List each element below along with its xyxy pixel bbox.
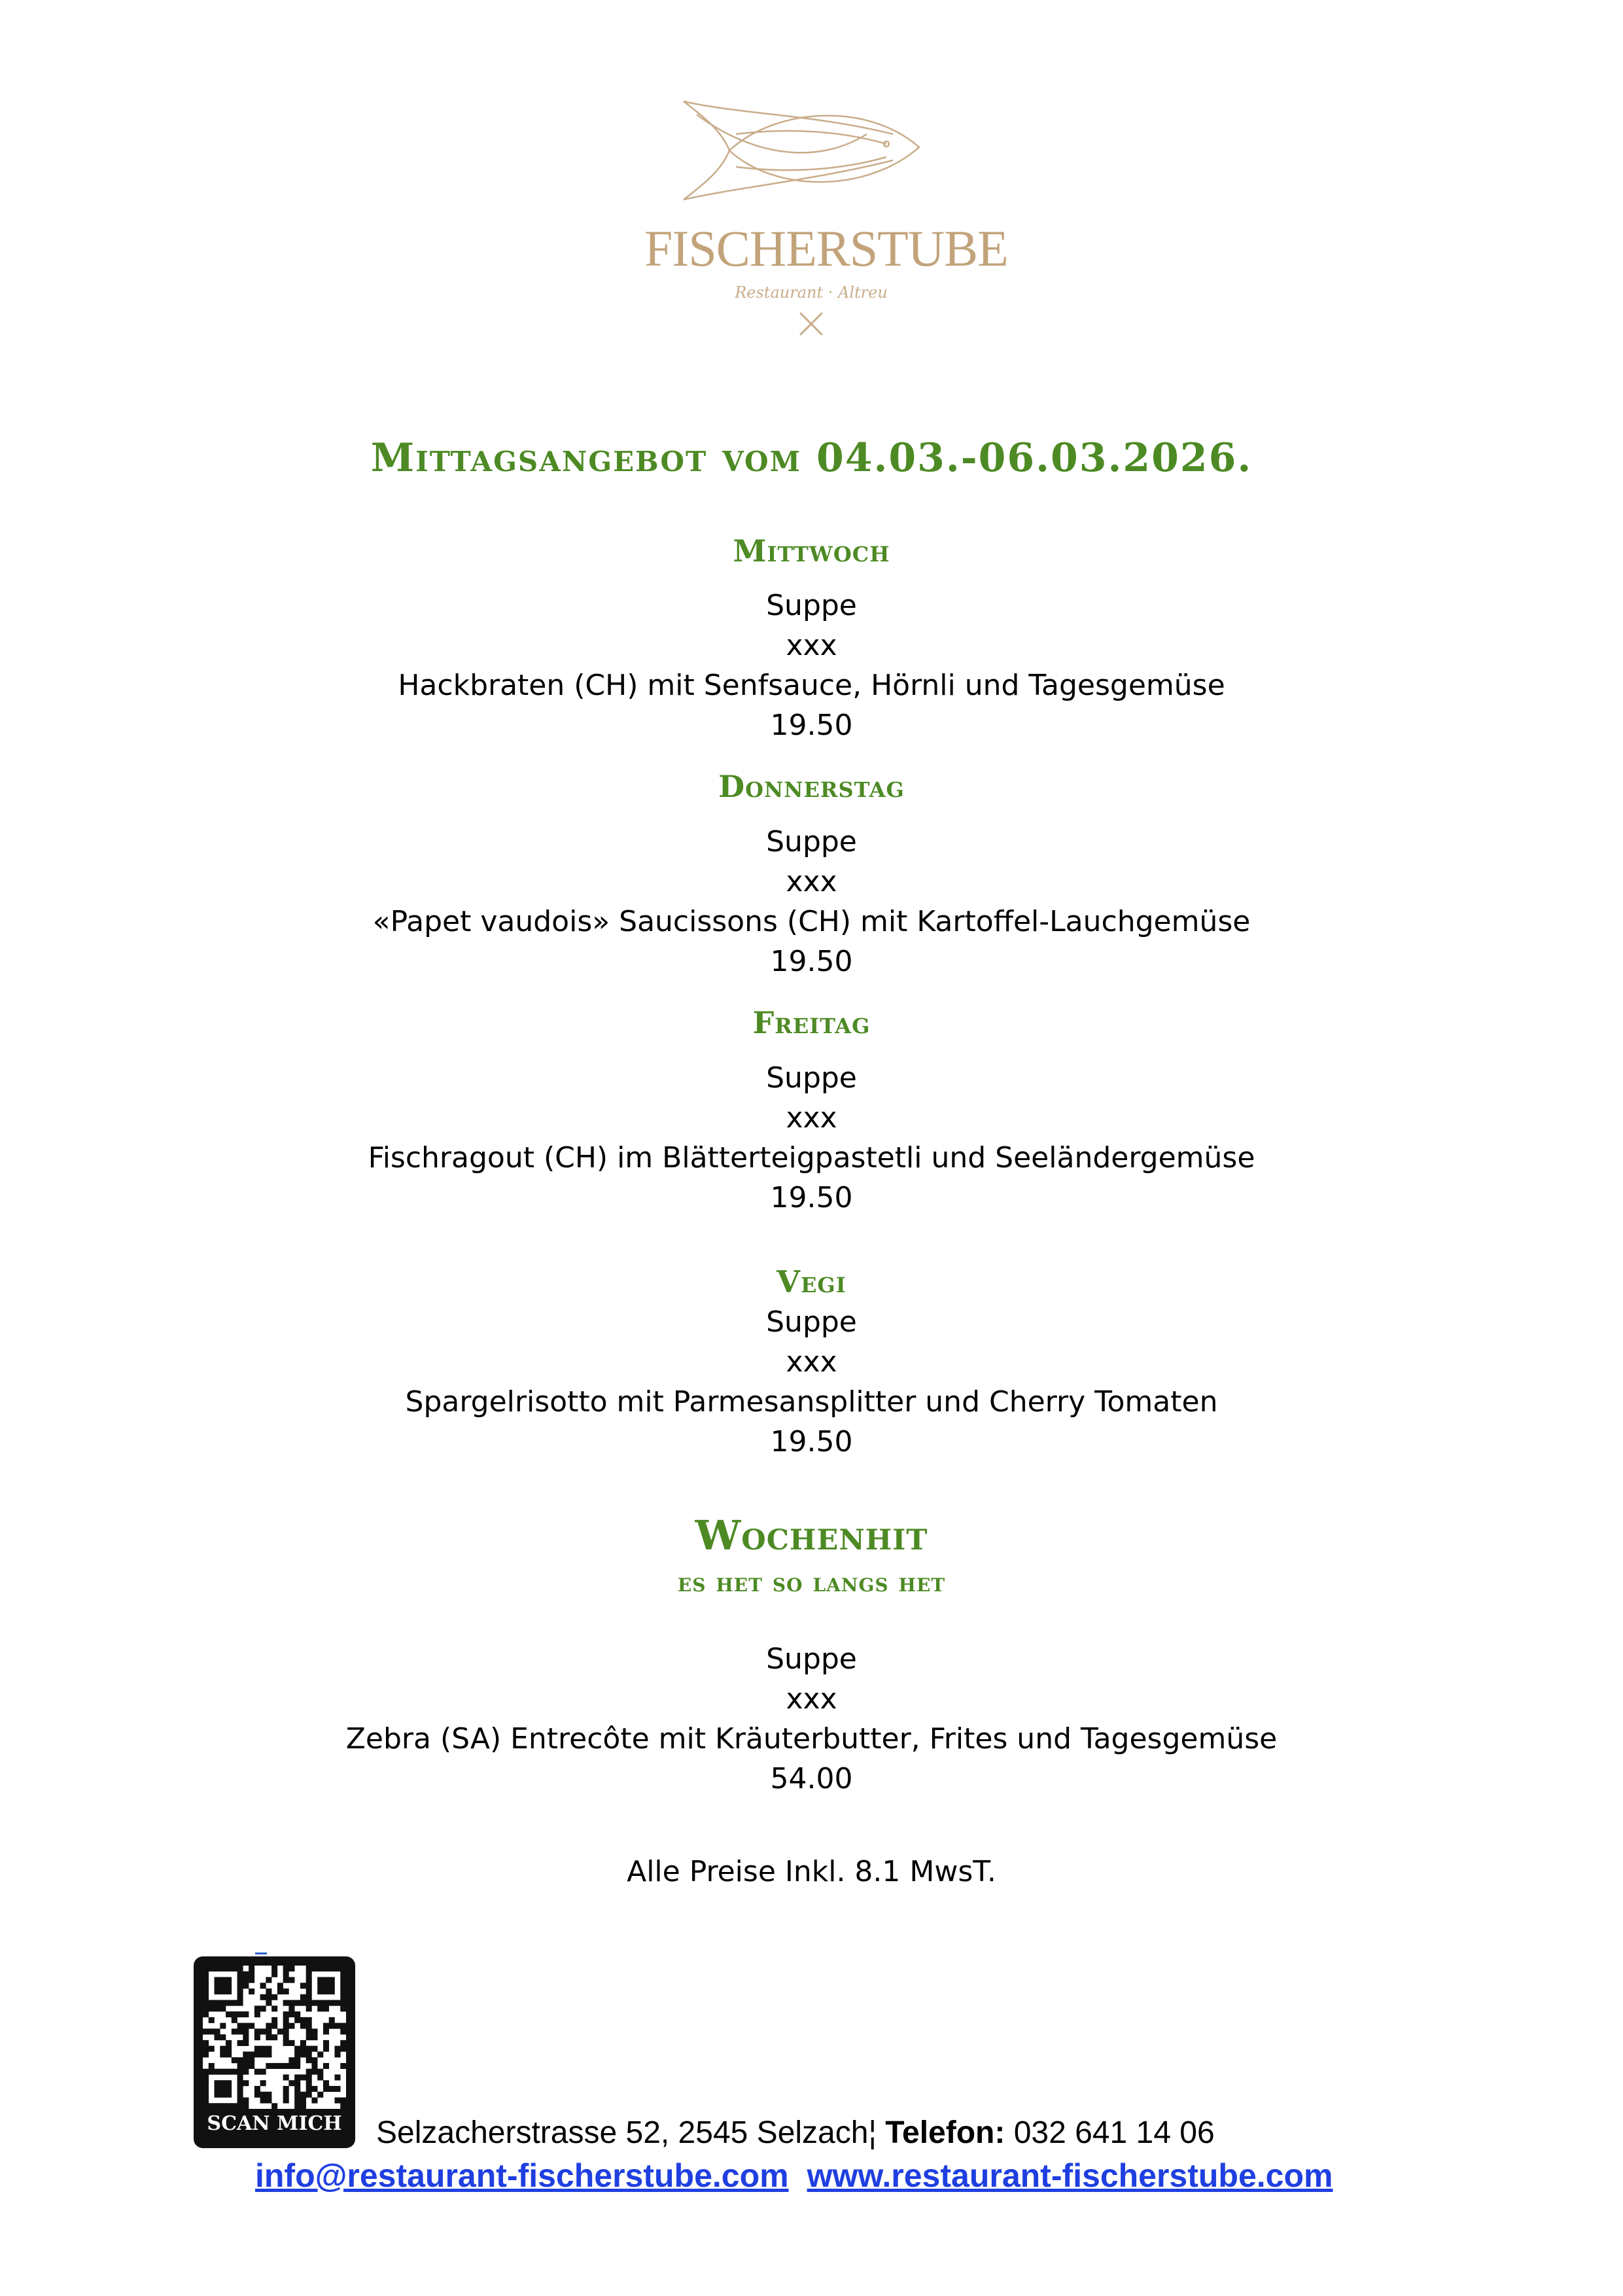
cutlery-icon [797, 311, 826, 337]
soup-line: Suppe [766, 1305, 857, 1339]
weekly-hit-heading: Wochenhit [695, 1511, 928, 1559]
qr-icon [203, 1966, 346, 2109]
separator-line: xxx [786, 629, 837, 662]
separator-line: xxx [786, 865, 837, 898]
soup-line: Suppe [766, 1642, 857, 1676]
price-line: 19.50 [770, 945, 853, 978]
phone-number[interactable]: 032 641 14 06 [1013, 2115, 1215, 2150]
website-link[interactable]: www.restaurant-fischerstube.com [807, 2157, 1333, 2194]
phone-label: Telefon: [885, 2115, 1005, 2150]
weekly-hit-subheading: es het so langs het [677, 1567, 946, 1598]
restaurant-logo [644, 95, 1008, 337]
dish-line: Spargelrisotto mit Parmesansplitter und Cherry Tomaten [405, 1385, 1218, 1419]
qr-code-pattern [203, 1966, 346, 2109]
separator-line: xxx [786, 1345, 837, 1379]
day-heading-donnerstag: Donnerstag [718, 769, 905, 804]
day-heading-vegi: Vegi [777, 1264, 846, 1299]
menu-title: Mittagsangebot vom 04.03.-06.03.2026. [370, 435, 1253, 481]
contact-address [376, 2115, 1215, 2151]
dish-line: Hackbraten (CH) mit Senfsauce, Hörnli und Tagesgemüse [398, 669, 1225, 702]
dish-line: «Papet vaudois» Saucissons (CH) mit Kartoffel-Lauchgemüse [372, 905, 1251, 938]
day-heading-freitag: Freitag [752, 1005, 871, 1040]
soup-line: Suppe [766, 1061, 857, 1095]
price-line: 19.50 [770, 1425, 853, 1458]
fish-logo-icon [671, 95, 932, 206]
email-link[interactable]: info@restaurant-fischerstube.com [255, 2157, 789, 2194]
dish-line: Fischragout (CH) im Blätterteigpastetli und Seeländergemüse [368, 1141, 1255, 1174]
dish-line: Zebra (SA) Entrecôte mit Kräuterbutter, Frites und Tagesgemüse [345, 1722, 1278, 1756]
price-line: 54.00 [770, 1762, 853, 1795]
logo-tagline: Restaurant · Altreu [735, 283, 888, 302]
logo-wordmark: FISCHERSTUBE [644, 220, 1008, 277]
day-heading-mittwoch: Mittwoch [733, 533, 890, 569]
address-text: Selzacherstrasse 52, 2545 Selzach¦ [376, 2115, 877, 2150]
qr-code[interactable] [194, 1956, 355, 2148]
contact-links [255, 2157, 1333, 2195]
price-line: 19.50 [770, 709, 853, 742]
separator-line: xxx [786, 1101, 837, 1135]
soup-line: Suppe [766, 589, 857, 622]
link-marker [255, 1952, 267, 1954]
price-line: 19.50 [770, 1181, 853, 1214]
soup-line: Suppe [766, 825, 857, 858]
separator-line: xxx [786, 1682, 837, 1716]
qr-label: SCAN MICH [207, 2112, 342, 2135]
price-note: Alle Preise Inkl. 8.1 MwsT. [627, 1855, 996, 1888]
